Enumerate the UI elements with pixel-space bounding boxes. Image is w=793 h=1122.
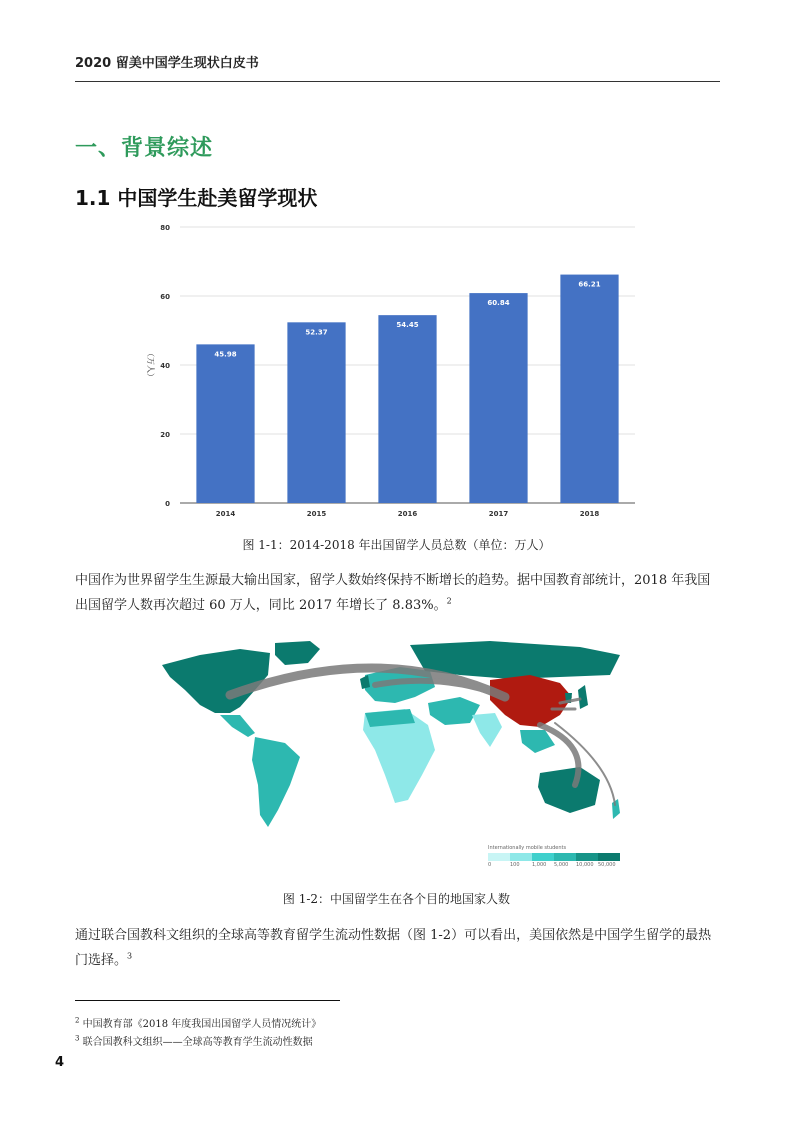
bar: [560, 275, 618, 503]
footnote-number: 2: [75, 1016, 80, 1025]
legend-tick: 50,000: [598, 862, 616, 868]
x-tick-label: 2015: [306, 510, 327, 518]
bar: [287, 322, 345, 503]
legend-color-scale: [488, 853, 620, 861]
map-india: [472, 713, 502, 747]
section-title: 一、背景综述: [75, 136, 214, 161]
map-south-america: [252, 737, 300, 827]
data-label: 66.21: [578, 280, 601, 289]
footnote-ref-2: 2: [446, 596, 452, 606]
data-label: 54.45: [396, 321, 419, 330]
footnote-3: [75, 1033, 313, 1048]
map-middle-east: [428, 697, 480, 725]
bar: [469, 293, 527, 503]
y-tick-label: 80: [160, 224, 170, 232]
data-label: 45.98: [214, 350, 237, 359]
map-china: [490, 675, 572, 727]
paragraph-2: [75, 923, 720, 973]
map-australia: [538, 767, 600, 813]
map-legend: [488, 845, 620, 868]
bar: [196, 344, 254, 503]
legend-tick: 100: [510, 862, 520, 868]
legend-ticks: [488, 862, 620, 868]
legend-title: Internationally mobile students: [488, 845, 567, 851]
map-central-america: [220, 715, 255, 737]
paragraph-1-text: 中国作为世界留学生生源最大输出国家，留学人数始终保持不断增长的趋势。据中国教育部统计，2018 年我国出国留学人数再次超过 60 万人，同比 2017 年增长了 8.83%。: [75, 573, 711, 613]
world-map: [160, 635, 625, 835]
data-label: 60.84: [487, 299, 510, 308]
paragraph-2-text: 通过联合国教科文组织的全球高等教育留学生流动性数据（图 1-2）可以看出，美国依然是中国学生留学的最热门选择。: [75, 928, 712, 968]
footnote-text: 联合国教科文组织——全球高等教育学生流动性数据: [82, 1037, 313, 1048]
legend-tick: 1,000: [532, 862, 547, 868]
footnote-divider: [75, 1000, 340, 1001]
bar: [378, 315, 436, 503]
subsection-title: 1.1 中国学生赴美留学现状: [75, 186, 318, 210]
footnote-ref-3: 3: [127, 951, 133, 961]
y-tick-label: 40: [160, 362, 170, 370]
footnote-number: 3: [75, 1034, 80, 1043]
x-tick-label: 2018: [579, 510, 600, 518]
footnote-text: 中国教育部《2018 年度我国出国留学人员情况统计》: [82, 1019, 322, 1030]
x-tick-label: 2017: [488, 510, 509, 518]
bar-chart: [140, 215, 645, 525]
y-axis-label: （万人）: [146, 349, 155, 381]
map-north-america: [162, 649, 270, 713]
x-tick-label: 2014: [215, 510, 236, 518]
map-greenland: [275, 641, 320, 665]
figure-1-caption: 图 1-1：2014-2018 年出国留学人员总数（单位：万人）: [242, 538, 551, 552]
map-southeast-asia: [520, 730, 555, 753]
map-japan: [578, 685, 588, 709]
legend-tick: 10,000: [576, 862, 594, 868]
map-new-zealand: [612, 799, 620, 819]
y-tick-label: 0: [165, 500, 170, 508]
legend-tick: 5,000: [554, 862, 569, 868]
figure-2-caption: 图 1-2：中国留学生在各个目的地国家人数: [282, 892, 511, 906]
data-label: 52.37: [305, 328, 328, 337]
paragraph-1: [75, 568, 720, 618]
running-header: 2020 留美中国学生现状白皮书: [75, 56, 259, 71]
x-tick-label: 2016: [397, 510, 418, 518]
footnote-2: [75, 1015, 321, 1030]
header-divider: [75, 81, 720, 82]
y-tick-label: 20: [160, 431, 170, 439]
legend-tick: 0: [488, 862, 492, 868]
page-number: 4: [55, 1055, 65, 1070]
y-tick-label: 60: [160, 293, 170, 301]
